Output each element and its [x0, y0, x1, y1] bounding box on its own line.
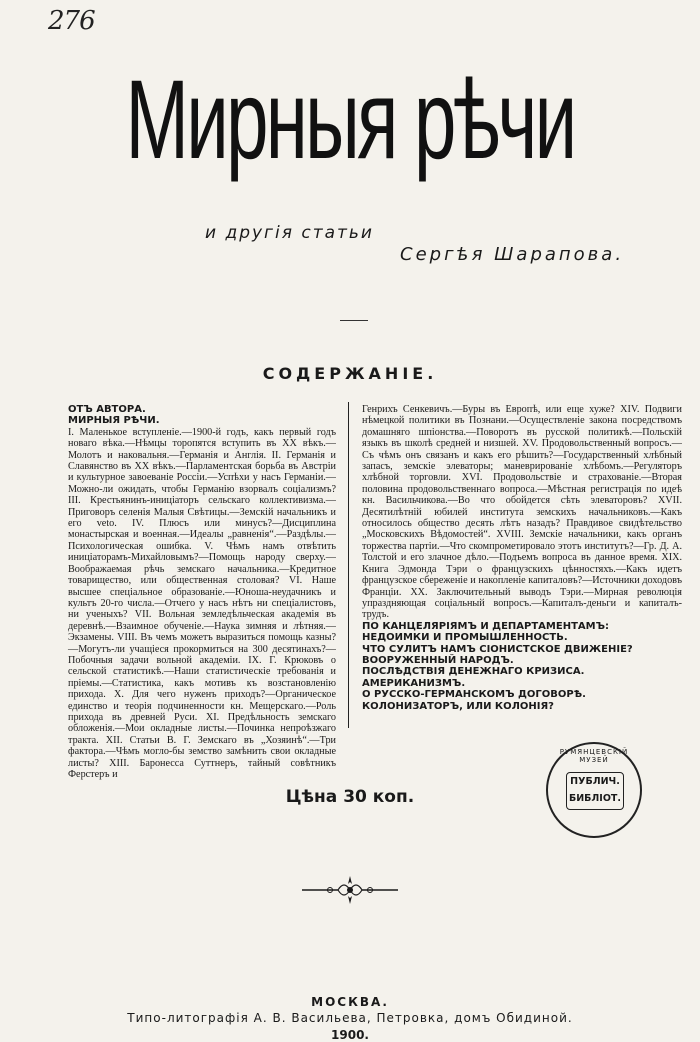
stamp-line-2: БИБЛІОТ.: [568, 793, 622, 804]
contents-left-column: [68, 404, 336, 780]
short-divider-rule: [340, 320, 368, 321]
section-heading-armed-people: ВООРУЖЕННЫЙ НАРОДЪ.: [362, 654, 514, 666]
section-heading-treaty: О РУССКО-ГЕРМАНСКОМЪ ДОГОВОРѢ.: [362, 689, 586, 701]
contents-right-text: Генрихъ Сенкевичъ.—Буры въ Европѣ, или еще хуже? XIV. Подвиги нѣмецкой политики въ Познани.—Осуществленіе закона посредствомъ домашняго шпіонства.—Поворотъ въ русской политикѣ.—Польскій языкъ въ школѣ средней и низшей. XV. Продовольственный вопросъ.—Съ чѣмъ онъ связанъ и какъ его рѣшить?—Государственный хлѣбный запасъ, земскіе элеваторы; маневрированіе хлѣбомъ.—Регуляторъ хлѣбной торговли. XVI. Продовольствіе и страхованіе.—Вторая половина продовольственнаго вопроса.—Мѣстная регистрація по идеѣ кн. Васильчикова.—Во что обойдется сѣть элеваторовъ? XVII. Десятилѣтній юбилей института земскихъ начальниковъ.—Какъ относилось общество десять лѣтъ назадъ? Правдивое свидѣтельство „Московскихъ Вѣдомостей“. XVIII. Земскіе начальники, какъ органъ торжества партіи.—Что скомпрометировало этотъ институтъ?—Гр. Д. А. Толстой и его злачное дѣло.—Подъемъ вопроса въ данное время. XIX. Книга Эдмонда Тэри о французскихъ цѣнностяхъ.—Какъ идетъ французское сбереженіе и накопленіе капиталовъ?—Источники доходовъ Франціи. XX. Заключительный выводъ Тэри.—Мирная революція упраздняющая соціальный вопросъ.—Капиталъ-деньги и капиталъ-трудъ.: [362, 404, 682, 621]
contents-left-text: I. Маленькое вступленіе.—1900-й годъ, какъ первый годъ новаго вѣка.—Нѣмцы торопятся вступить въ XX вѣкъ.—Молотъ и наковальня.—Германія и Англія. II. Германія и Славянство въ XX вѣкъ.—Парламентская борьба въ Австріи и культурное завоеваніе Россіи.—Успѣхи у насъ Германіи.—Можно-ли ожидать, чтобы Германію взорвалъ соціализмъ? III. Крестьянинъ-иниціаторъ сельскаго коллективизма.—Приговоръ селенія Малыя Свѣтицы.—Земскій начальникъ и его veto. IV. Плюсъ или минусъ?—Дисциплина монастырская и военная.—Идеалы „равненія“.—Раздѣлы.—Психологическая ошибка. V. Чѣмъ намъ отвѣтить иниціаторамъ-Михайловымъ?—Помощь народу сверху.—Воображаемая рѣчь земскаго начальника.—Кредитное товарищество, или общественная столовая? VI. Наше высшее спеціальное образованіе.—Юноша-неудачникъ и культъ 20-го числа.—Отчего у насъ нѣтъ ни спеціалистовъ, ни ученыхъ? VII. Вольная земледѣльческая академія въ деревнѣ.—Взаимное обученіе.—Наука зимняя и лѣтняя.—Экзамены. VIII. Въ чемъ можетъ выразиться помощь казны?—Могутъ-ли учащіеся прокормиться на 300 десятинахъ?—Побочныя задачи вольной академіи. IX. Г. Крюковъ о сельской статистикѣ.—Наши статистическіе требованія и пріемы.—Статистика, какъ мотивъ къ возстановленію прихода. X. Для чего нуженъ приходъ?—Органическое единство и теорія подчиненности кн. Мещерскаго.—Роль прихода въ древней Руси. XI. Предѣльность земскаго обложенія.—Мои окладные листы.—Починка непроѣзжаго тракта. XII. Статьи В. Г. Земскаго въ „Хозяинѣ“.—Три фактора.—Чѣмъ могло-бы земство замѣнить свои окладные листы? XIII. Баронесса Суттнеръ, тайный совѣтникъ Ферстеръ и: [68, 426, 336, 780]
contents-right-column: [362, 404, 682, 712]
section-heading-chanceries: ПО КАНЦЕЛЯРІЯМЪ И ДЕПАРТАМЕНТАМЪ:: [362, 620, 609, 632]
imprint-year: 1900.: [331, 1028, 369, 1042]
section-heading-money-crisis: ПОСЛѢДСТВІЯ ДЕНЕЖНАГО КРИЗИСА.: [362, 666, 585, 678]
handwritten-catalog-number: 276: [48, 6, 95, 36]
stamp-line-1: ПУБЛИЧ.: [570, 776, 620, 787]
ornament-divider: [300, 872, 400, 908]
section-heading-arrears: НЕДОИМКИ И ПРОМЫШЛЕННОСТЬ.: [362, 632, 568, 644]
imprint-city: МОСКВА.: [311, 995, 389, 1009]
section-heading-americanism: АМЕРИКАНИЗМЪ.: [362, 677, 466, 689]
section-heading-from-author: ОТЪ АВТОРА.: [68, 404, 146, 415]
section-heading-colonizer: КОЛОНИЗАТОРЪ, ИЛИ КОЛОНІЯ?: [362, 700, 554, 712]
price-label: Цѣна 30 коп.: [285, 787, 415, 807]
book-subtitle: и другія статьи: [205, 223, 374, 243]
contents-heading: СОДЕРЖАНІЕ.: [262, 364, 438, 383]
stamp-ring-text: РУМЯНЦЕВСКІЙ МУЗЕЙ: [559, 748, 629, 764]
stamp-inner-box: [566, 772, 624, 810]
book-author: Сергѣя Шарапова.: [400, 244, 625, 265]
imprint-printer: Типо-литографія А. В. Васильева, Петровка, домъ Обидиной.: [127, 1011, 573, 1025]
column-divider: [348, 402, 349, 728]
book-title: Мирныя рѣчи: [125, 57, 575, 182]
section-heading-peaceful-speeches: МИРНЫЯ РѢЧИ.: [68, 415, 160, 427]
library-stamp: [546, 742, 642, 838]
section-heading-zionist: ЧТО СУЛИТЪ НАМЪ СІОНИСТСКОЕ ДВИЖЕНІЕ?: [362, 643, 633, 655]
